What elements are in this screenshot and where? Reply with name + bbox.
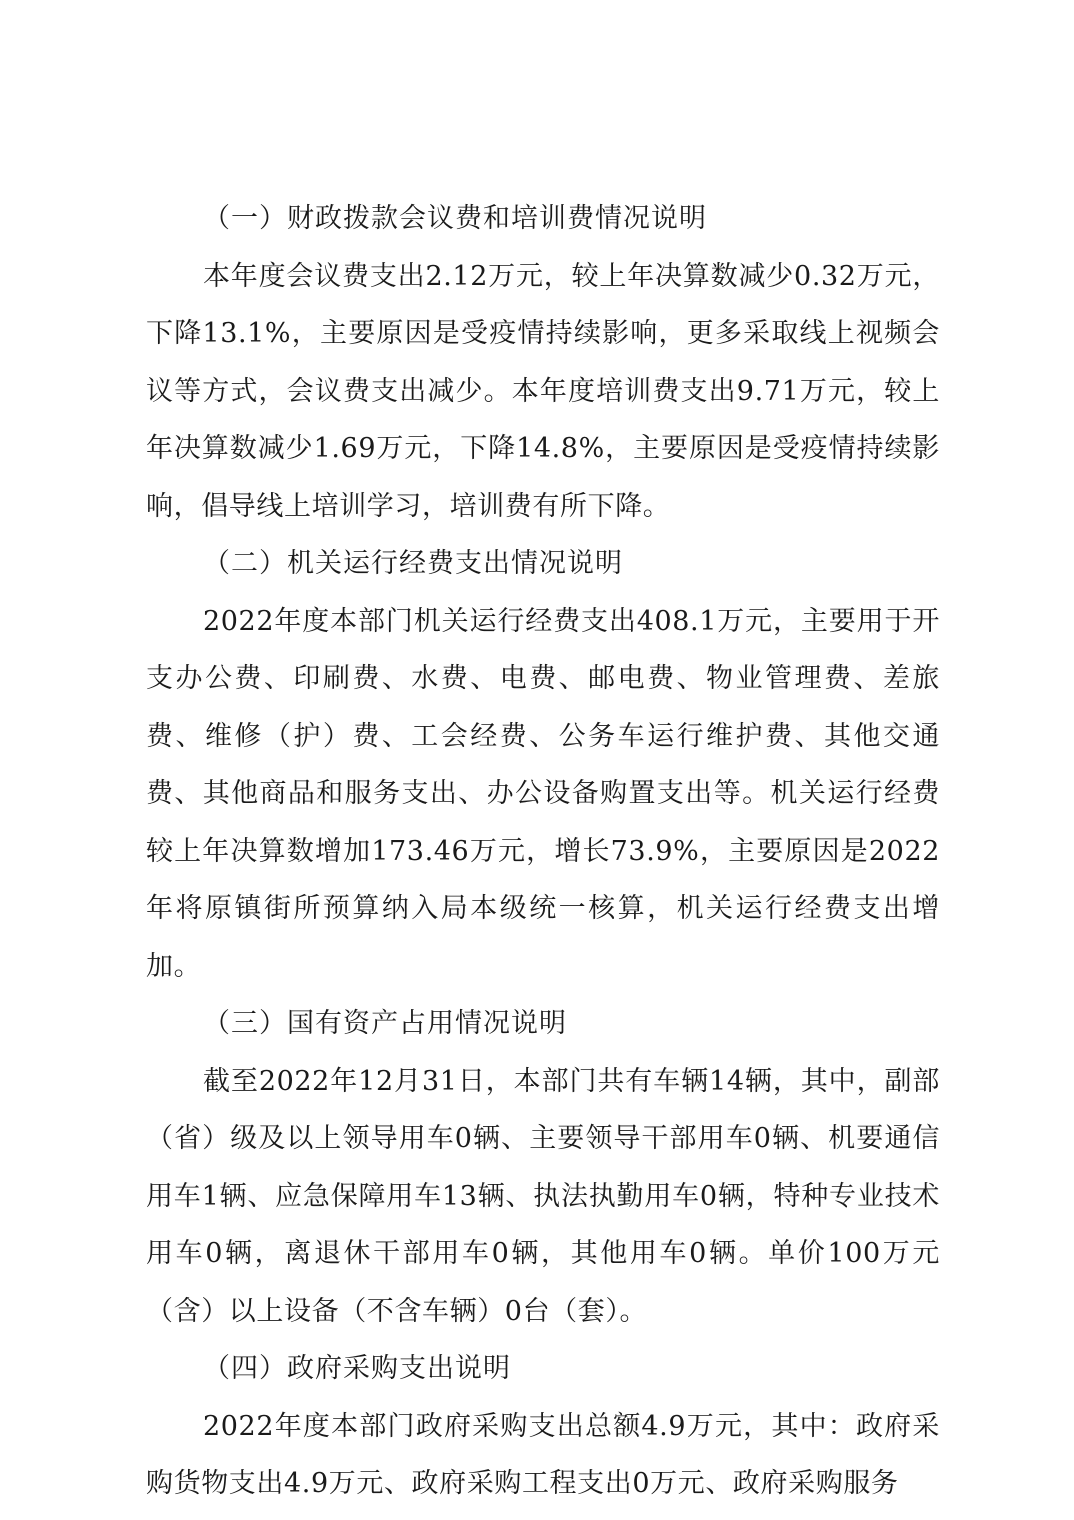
- document-body: [146, 190, 940, 1513]
- section-heading-meeting-training: （一）财政拨款会议费和培训费情况说明: [203, 203, 707, 234]
- section-paragraph-operating-expenses: 2022年度本部门机关运行经费支出408.1万元，主要用于开支办公费、印刷费、水费、电费、邮电费、物业管理费、差旅费、维修（护）费、工会经费、公务车运行维护费、其他交通费、其他商品和服务支出、办公设备购置支出等。机关运行经费较上年决算数增加173.46万元，增长73.9%，主要原因是2022年将原镇街所预算纳入局本级统一核算，机关运行经费支出增加。: [146, 605, 940, 982]
- section-heading-government-procurement: （四）政府采购支出说明: [203, 1353, 511, 1384]
- section-heading-operating-expenses: （二）机关运行经费支出情况说明: [203, 548, 623, 579]
- section-paragraph-meeting-training: 本年度会议费支出2.12万元，较上年决算数减少0.32万元，下降13.1%，主要原因是受疫情持续影响，更多采取线上视频会议等方式，会议费支出减少。本年度培训费支出9.71万元，较上年决算数减少1.69万元，下降14.8%，主要原因是受疫情持续影响，倡导线上培训学习，培训费有所下降。: [146, 260, 940, 522]
- section-paragraph-state-assets: 截至2022年12月31日，本部门共有车辆14辆，其中，副部（省）级及以上领导用车0辆、主要领导干部用车0辆、机要通信用车1辆、应急保障用车13辆、执法执勤用车0辆，特种专业技术用车0辆，离退休干部用车0辆，其他用车0辆。单价100万元（含）以上设备（不含车辆）0台（套）。: [146, 1065, 940, 1327]
- section-heading-state-assets: （三）国有资产占用情况说明: [203, 1008, 567, 1039]
- section-paragraph-government-procurement: 2022年度本部门政府采购支出总额4.9万元，其中：政府采购货物支出4.9万元、政府采购工程支出0万元、政府采购服务: [146, 1410, 940, 1499]
